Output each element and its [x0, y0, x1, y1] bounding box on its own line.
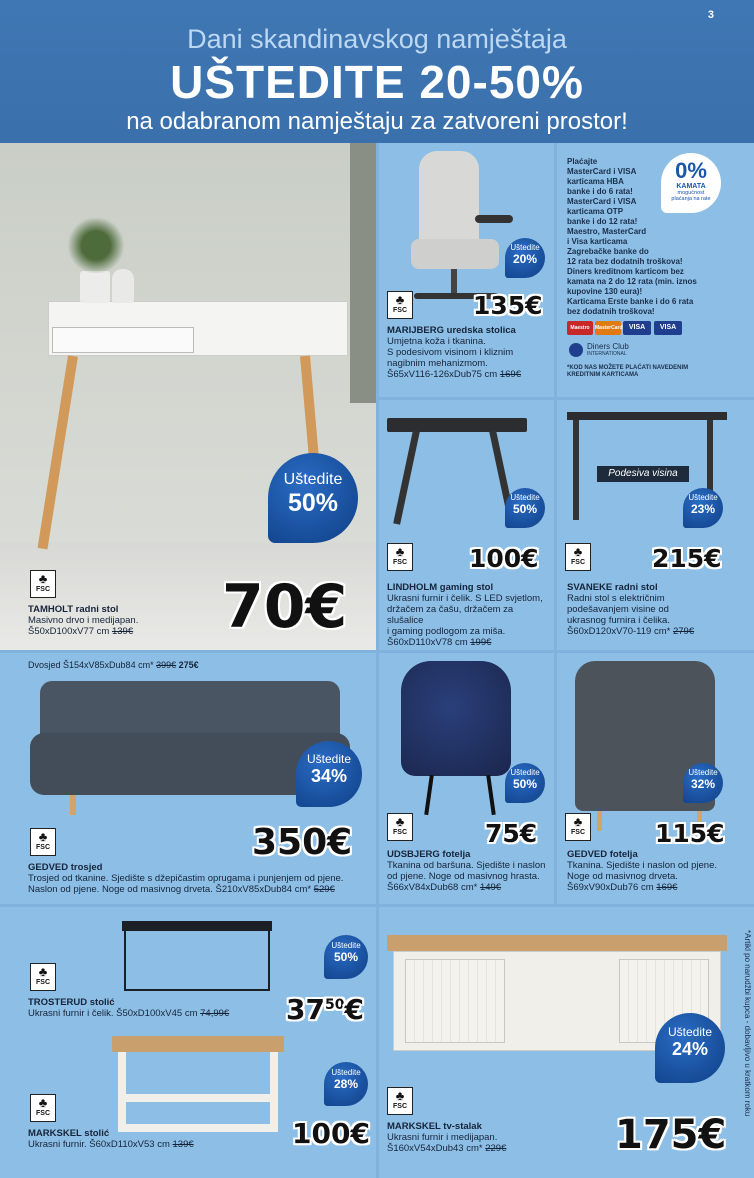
- old-price: 139€: [111, 626, 134, 637]
- visa-card-icon: VISA: [623, 321, 651, 335]
- fsc-logo: ♣ FSC: [387, 1087, 413, 1115]
- tv-stand-top: [387, 935, 727, 951]
- chair-leg: [486, 775, 496, 815]
- header-subtitle: Dani skandinavskog namještaja: [187, 24, 567, 54]
- product-title: GEDVED trosjed: [28, 862, 103, 873]
- product-title: MARKSKEL tv-stalak: [387, 1121, 482, 1132]
- product-desc: Tkanina. Sjedište i naslon od pjene.: [567, 860, 717, 871]
- fsc-logo: ♣ FSC: [387, 291, 413, 319]
- product-title: UDSBJERG fotelja: [387, 849, 471, 860]
- mastercard-icon: MasterCard: [595, 321, 621, 335]
- old-price: 229€: [485, 1143, 507, 1154]
- installments-note: mogućnost plaćanja na rate: [671, 190, 711, 202]
- availability-note: *Artikl po narudžbi kupca - dobavljivo u kratkom roku: [743, 930, 752, 1117]
- old-price: 169€: [499, 369, 521, 380]
- payment-line: MasterCard i VISA: [567, 167, 637, 176]
- product-markskel-stolic[interactable]: [0, 1032, 376, 1178]
- vase: [112, 269, 134, 303]
- tree-icon: ♣: [395, 544, 405, 559]
- product-gedved-trosjed[interactable]: [0, 653, 376, 904]
- payment-line: banke i do 12 rata!: [567, 217, 638, 226]
- product-desc: Ukrasni furnir i čelik. S LED svjetlom,: [387, 593, 543, 604]
- product-dims: Š60xD110xV78 cm: [387, 637, 468, 648]
- product-text: [387, 1121, 607, 1154]
- payment-line: kupovine 130 eura)!: [567, 287, 643, 296]
- chair-seat: [411, 239, 499, 269]
- fsc-logo: ♣ FSC: [565, 543, 591, 571]
- product-text: [28, 1128, 268, 1150]
- product-desc: Trosjed od tkanine. Sjedište s džepičastim oprugama i punjenjem od pjene.: [28, 873, 344, 884]
- tree-icon: ♣: [38, 964, 48, 979]
- product-desc: podešavanjem visine od: [567, 604, 669, 615]
- desk-leg: [573, 420, 579, 520]
- fsc-logo: ♣ FSC: [30, 963, 56, 991]
- product-title: TROSTERUD stolić: [28, 997, 115, 1008]
- discount-badge: Uštedite 34%: [296, 741, 362, 807]
- tree-icon: ♣: [395, 1088, 405, 1103]
- price: 75€: [485, 819, 538, 848]
- fsc-logo: ♣ FSC: [565, 813, 591, 841]
- discount-badge: Uštedite 24%: [655, 1013, 725, 1083]
- product-text: [387, 849, 552, 893]
- payment-line: karticama OTP: [567, 207, 624, 216]
- plant-leaves: [66, 218, 126, 273]
- visa-card-icon: VISA: [654, 321, 682, 335]
- plant-pot: [80, 271, 110, 303]
- height-tag: Podesiva visina: [597, 466, 689, 482]
- payment-line: kamata na 2 do 12 rata (min. iznos: [567, 277, 697, 286]
- page-number: 3: [707, 9, 714, 21]
- old-price: 199€: [470, 637, 492, 648]
- product-desc: nagibnim mehanizmom.: [387, 358, 488, 369]
- product-dims: Š50xD100xV77 cm: [28, 626, 110, 637]
- product-desc: Naslon od pjene. Noge od masivnog drveta. Š210xV85xDub84 cm*: [28, 884, 312, 895]
- desk-top: [567, 412, 727, 420]
- product-desc: Tkanina od baršuna. Sjedište i naslon: [387, 860, 546, 871]
- table-body: [118, 1052, 278, 1132]
- sofa-leg: [70, 795, 76, 815]
- payment-line: Diners kreditnom karticom bez: [567, 267, 684, 276]
- tree-icon: ♣: [395, 814, 405, 829]
- product-title: MARKSKEL stolić: [28, 1128, 110, 1139]
- product-desc: S podesivom visinom i kliznim: [387, 347, 514, 358]
- old-price: 169€: [656, 882, 678, 893]
- chair-arm: [475, 215, 513, 223]
- payment-line: Plaćajte: [567, 157, 598, 166]
- product-dims: Š160xV54xDub43 cm*: [387, 1143, 483, 1154]
- diners-label: Diners Club: [587, 342, 629, 351]
- product-markskel-tv[interactable]: [379, 907, 754, 1178]
- chair-back: [419, 151, 479, 246]
- product-desc: i gaming podlogom za miša.: [387, 626, 506, 637]
- product-desc: Ukrasni furnir i medijapan.: [387, 1132, 498, 1143]
- product-text: [567, 582, 752, 637]
- product-text: [567, 849, 752, 893]
- product-desc: Noge od masivnog drveta.: [567, 871, 678, 882]
- payment-line: bez dodatnih troškova!: [567, 307, 655, 316]
- discount-badge: Uštedite 50%: [505, 488, 545, 528]
- product-marijberg[interactable]: [379, 143, 554, 397]
- maestro-card-icon: Maestro: [567, 321, 593, 335]
- tree-icon: ♣: [38, 571, 48, 586]
- old-price: 279€: [672, 626, 695, 637]
- product-text: [387, 325, 552, 380]
- price: 70€: [222, 572, 348, 642]
- payment-line: karticama HBA: [567, 177, 624, 186]
- product-desc: Masivno drvo i medijapan.: [28, 615, 139, 626]
- discount-badge: Uštedite 28%: [324, 1062, 368, 1106]
- zero-interest-badge: [661, 153, 721, 213]
- payment-line: banke i do 6 rata!: [567, 187, 633, 196]
- price: 350€: [252, 822, 353, 863]
- fsc-logo: ♣ FSC: [387, 543, 413, 571]
- product-desc: Radni stol s električnim: [567, 593, 665, 604]
- fsc-logo: ♣ FSC: [30, 1094, 56, 1122]
- payment-line: Maestro, MasterCard: [567, 227, 647, 236]
- price: 100€: [292, 1117, 370, 1150]
- payment-line: Zagrebačke banke do: [567, 247, 649, 256]
- product-trosterud[interactable]: [0, 907, 376, 1032]
- desk-leg: [393, 430, 420, 524]
- product-gedved-fotelja[interactable]: [557, 653, 754, 904]
- product-desc: Umjetna koža i tkanina.: [387, 336, 486, 347]
- kamata-label: KAMATA: [676, 183, 706, 190]
- product-lindholm[interactable]: [379, 400, 554, 650]
- diners-icon: [569, 343, 583, 357]
- header-title: UŠTEDITE 20-50%: [170, 56, 584, 108]
- product-text: [28, 997, 268, 1019]
- product-desc: Ukrasni furnir i čelik. Š50xD100xV45 cm: [28, 1008, 198, 1019]
- product-text: [28, 862, 373, 895]
- price: 175€: [615, 1112, 727, 1158]
- tree-icon: ♣: [38, 829, 48, 844]
- payment-line: Karticama Erste banke i do 6 rata: [567, 297, 694, 306]
- discount-badge: Uštedite 50%: [324, 935, 368, 979]
- tv-stand-door: [405, 959, 505, 1043]
- table-frame: [124, 931, 270, 991]
- price: 215€: [652, 544, 722, 573]
- product-dims: Š65xV116-126xDub75 cm: [387, 369, 498, 380]
- product-dims: Š69xV90xDub76 cm: [567, 882, 654, 893]
- fsc-logo: ♣ FSC: [30, 828, 56, 856]
- payment-line: 12 rata bez dodatnih troškova!: [567, 257, 683, 266]
- chair-leg: [424, 775, 434, 815]
- price: 135€: [473, 291, 543, 320]
- zero-pct: 0%: [675, 158, 707, 183]
- product-title: TAMHOLT radni stol: [28, 604, 119, 615]
- tree-icon: ♣: [573, 814, 583, 829]
- product-dims: Š60xD120xV70-119 cm*: [567, 626, 671, 637]
- table-shelf: [126, 1094, 270, 1102]
- diners-logo: [569, 341, 689, 361]
- discount-badge: Uštedite 23%: [683, 488, 723, 528]
- table-top: [122, 921, 272, 931]
- armchair-leg: [597, 811, 602, 831]
- header-banner: [0, 0, 754, 143]
- product-udsbjerg[interactable]: [379, 653, 554, 904]
- price: 100€: [469, 544, 539, 573]
- table-top: [112, 1036, 284, 1052]
- payment-footnote: *KOD NAS MOŽETE PLAĆATI NAVEDENIM KREDITNIM KARTICAMA: [567, 365, 689, 378]
- fsc-logo: ♣ FSC: [30, 570, 56, 598]
- chair-body: [401, 661, 511, 776]
- payment-info: [557, 143, 754, 397]
- discount-badge: Uštedite 50%: [268, 453, 358, 543]
- product-desc: od pjene. Noge od masivnog hrasta.: [387, 871, 540, 882]
- scene-door: [350, 143, 376, 403]
- discount-badge: Uštedite 20%: [505, 238, 545, 278]
- product-desc: držačem za čašu, držačem za slušalice: [387, 604, 514, 626]
- old-price: 149€: [479, 882, 502, 893]
- desk-drawer: [52, 327, 194, 353]
- desk-top: [387, 418, 527, 432]
- diners-sub: INTERNATIONAL: [587, 351, 627, 357]
- tree-icon: ♣: [38, 1095, 48, 1110]
- product-text: [387, 582, 552, 648]
- card-logos: [567, 321, 717, 337]
- product-title: LINDHOLM gaming stol: [387, 582, 494, 593]
- header-tagline: na odabranom namještaju za zatvoreni prostor!: [126, 108, 628, 135]
- payment-line: i Visa karticama: [567, 237, 628, 246]
- price: $37^{50}€$: [286, 992, 364, 1026]
- product-tamholt[interactable]: [0, 143, 376, 650]
- product-svaneke[interactable]: [557, 400, 754, 650]
- payment-line: MasterCard i VISA: [567, 197, 637, 206]
- sofa-note: Dvosjed Š154xV85xDub84 cm* 399€ 275€: [28, 660, 199, 670]
- product-title: MARIJBERG uredska stolica: [387, 325, 516, 336]
- product-desc: Ukrasni furnir. Š60xD110xV53 cm: [28, 1139, 170, 1150]
- price: 115€: [655, 819, 725, 848]
- product-text: [28, 604, 228, 637]
- fsc-logo: ♣ FSC: [387, 813, 413, 841]
- old-price: 74,99€: [200, 1008, 230, 1019]
- discount-badge: Uštedite 50%: [505, 763, 545, 803]
- tree-icon: ♣: [573, 544, 583, 559]
- tree-icon: ♣: [395, 292, 405, 307]
- old-price: 139€: [172, 1139, 194, 1150]
- product-desc: ukrasnog furnira i čelika.: [567, 615, 670, 626]
- discount-badge: Uštedite 32%: [683, 763, 723, 803]
- product-title: GEDVED fotelja: [567, 849, 638, 860]
- old-price: 529€: [313, 884, 335, 895]
- product-dims: Š66xV84xDub68 cm*: [387, 882, 478, 893]
- product-title: SVANEKE radni stol: [567, 582, 658, 593]
